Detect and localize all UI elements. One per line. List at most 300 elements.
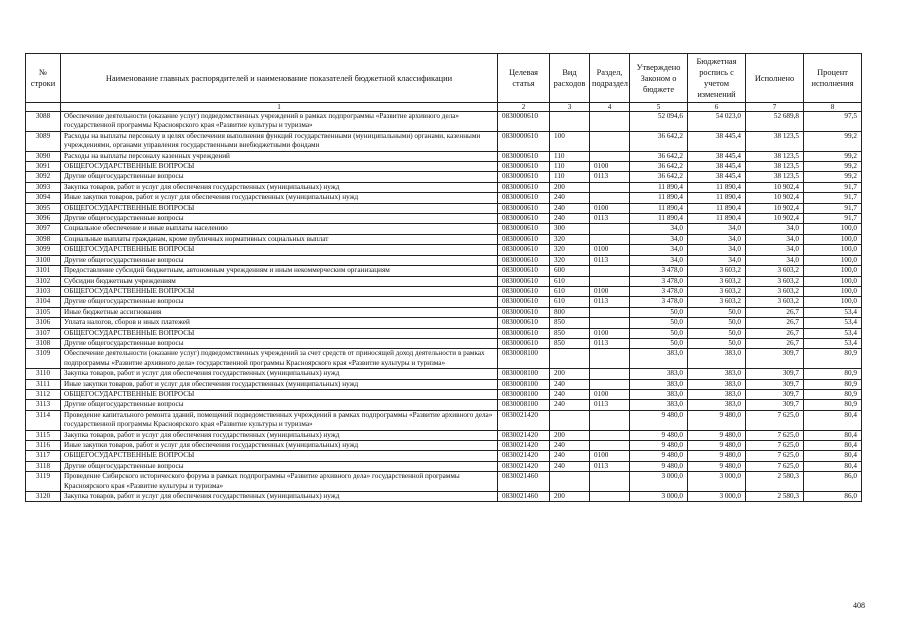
- budget-table: [25, 53, 862, 502]
- header-percent: Процент исполнения: [804, 54, 862, 103]
- executed-cell: 34,0: [746, 224, 804, 234]
- executed-cell: 26,7: [746, 307, 804, 317]
- column-number: [26, 103, 61, 112]
- percent-cell: 99,2: [804, 131, 862, 151]
- table-row: [26, 286, 862, 296]
- column-number: 2: [498, 103, 550, 112]
- row-name-cell: Иные закупки товаров, работ и услуг для обеспечения государственных (муниципальных) нужд: [61, 193, 498, 203]
- table-row: [26, 369, 862, 379]
- budget-list-cell: 38 445,4: [688, 172, 746, 182]
- section-cell: [590, 430, 630, 440]
- budget-list-cell: 9 480,0: [688, 410, 746, 430]
- header-target: Целевая статья: [498, 54, 550, 103]
- table-row: [26, 430, 862, 440]
- section-cell: 0100: [590, 203, 630, 213]
- executed-cell: 10 902,4: [746, 193, 804, 203]
- budget-list-cell: 383,0: [688, 400, 746, 410]
- section-cell: [590, 379, 630, 389]
- expense-type-cell: 240: [550, 203, 590, 213]
- executed-cell: 38 123,5: [746, 162, 804, 172]
- executed-cell: 7 625,0: [746, 461, 804, 471]
- executed-cell: 38 123,5: [746, 172, 804, 182]
- target-article-cell: 0830000610: [498, 182, 550, 192]
- executed-cell: 34,0: [746, 245, 804, 255]
- budget-list-cell: 38 445,4: [688, 131, 746, 151]
- budget-list-cell: 383,0: [688, 379, 746, 389]
- expense-type-cell: 320: [550, 255, 590, 265]
- approved-cell: 3 478,0: [630, 286, 688, 296]
- percent-cell: 53,4: [804, 318, 862, 328]
- budget-list-cell: 11 890,4: [688, 193, 746, 203]
- approved-cell: 383,0: [630, 349, 688, 369]
- executed-cell: 26,7: [746, 318, 804, 328]
- budget-list-cell: 11 890,4: [688, 203, 746, 213]
- row-number-cell: 3110: [26, 369, 61, 379]
- expense-type-cell: 200: [550, 369, 590, 379]
- target-article-cell: 0830000610: [498, 338, 550, 348]
- row-number-cell: 3112: [26, 389, 61, 399]
- percent-cell: 97,5: [804, 112, 862, 132]
- section-cell: 0100: [590, 451, 630, 461]
- table-row: [26, 400, 862, 410]
- percent-cell: 86,0: [804, 492, 862, 502]
- target-article-cell: 0830000610: [498, 276, 550, 286]
- expense-type-cell: 240: [550, 214, 590, 224]
- row-number-cell: 3109: [26, 349, 61, 369]
- percent-cell: 80,4: [804, 410, 862, 430]
- expense-type-cell: 850: [550, 338, 590, 348]
- table-row: [26, 131, 862, 151]
- row-name-cell: Закупка товаров, работ и услуг для обеспечения государственных (муниципальных) нужд: [61, 369, 498, 379]
- expense-type-cell: 240: [550, 193, 590, 203]
- expense-type-cell: 200: [550, 430, 590, 440]
- approved-cell: 9 480,0: [630, 461, 688, 471]
- row-name-cell: Иные закупки товаров, работ и услуг для обеспечения государственных (муниципальных) нужд: [61, 379, 498, 389]
- row-name-cell: Обеспечение деятельности (оказание услуг) подведомственных учреждений в рамках подпрограммы «Развитие архивного дела» государственной программы Красноярского края «Развитие культуры и туризма»: [61, 112, 498, 132]
- row-name-cell: Проведение капитального ремонта зданий, помещений подведомственных учреждений в рамках подпрограммы «Развитие архивного дела» государственной программы Красноярского края «Развитие культуры и туризма»: [61, 410, 498, 430]
- approved-cell: 9 480,0: [630, 410, 688, 430]
- table-body: [26, 112, 862, 502]
- budget-list-cell: 9 480,0: [688, 441, 746, 451]
- section-cell: 0100: [590, 389, 630, 399]
- row-number-cell: 3118: [26, 461, 61, 471]
- table-row: [26, 193, 862, 203]
- row-number-cell: 3115: [26, 430, 61, 440]
- executed-cell: 10 902,4: [746, 203, 804, 213]
- budget-list-cell: 38 445,4: [688, 151, 746, 161]
- executed-cell: 309,7: [746, 379, 804, 389]
- row-number-cell: 3117: [26, 451, 61, 461]
- executed-cell: 34,0: [746, 255, 804, 265]
- executed-cell: 10 902,4: [746, 182, 804, 192]
- executed-cell: 309,7: [746, 400, 804, 410]
- target-article-cell: 0830000610: [498, 286, 550, 296]
- column-number: 5: [630, 103, 688, 112]
- table-row: [26, 328, 862, 338]
- approved-cell: 36 642,2: [630, 162, 688, 172]
- row-number-cell: 3100: [26, 255, 61, 265]
- table-row: [26, 162, 862, 172]
- percent-cell: 80,4: [804, 430, 862, 440]
- row-name-cell: Расходы на выплаты персоналу в целях обеспечения выполнения функций государственными (муниципальными) органами, казенными учреждениями, органами управления государственными внебюджетными фондами: [61, 131, 498, 151]
- row-name-cell: Другие общегосударственные вопросы: [61, 338, 498, 348]
- header-budget-list: Бюджетная роспись с учетом изменений: [688, 54, 746, 103]
- section-cell: [590, 234, 630, 244]
- budget-list-cell: 383,0: [688, 389, 746, 399]
- percent-cell: 100,0: [804, 276, 862, 286]
- executed-cell: 309,7: [746, 349, 804, 369]
- executed-cell: 7 625,0: [746, 410, 804, 430]
- percent-cell: 91,7: [804, 182, 862, 192]
- expense-type-cell: 320: [550, 234, 590, 244]
- header-vid: Вид расходов: [550, 54, 590, 103]
- column-number: 1: [61, 103, 498, 112]
- percent-cell: 100,0: [804, 255, 862, 265]
- expense-type-cell: 850: [550, 328, 590, 338]
- table-row: [26, 297, 862, 307]
- percent-cell: 91,7: [804, 214, 862, 224]
- percent-cell: 99,2: [804, 172, 862, 182]
- percent-cell: 100,0: [804, 286, 862, 296]
- row-name-cell: Обеспечение деятельности (оказание услуг) подведомственных учреждений за счет средств от приносящей доход деятельности в рамках подпрограммы «Развитие архивного дела» государственной программы Красноярского края «Развитие культуры и туризма»: [61, 349, 498, 369]
- target-article-cell: 0830021460: [498, 472, 550, 492]
- expense-type-cell: 800: [550, 307, 590, 317]
- expense-type-cell: 110: [550, 151, 590, 161]
- expense-type-cell: [550, 472, 590, 492]
- target-article-cell: 0830000610: [498, 162, 550, 172]
- row-name-cell: Иные закупки товаров, работ и услуг для обеспечения государственных (муниципальных) нужд: [61, 441, 498, 451]
- table-row: [26, 338, 862, 348]
- row-name-cell: Другие общегосударственные вопросы: [61, 214, 498, 224]
- target-article-cell: 0830021420: [498, 441, 550, 451]
- budget-list-cell: 3 603,2: [688, 297, 746, 307]
- target-article-cell: 0830021420: [498, 461, 550, 471]
- header-row-no: № строки: [26, 54, 61, 103]
- table-row: [26, 245, 862, 255]
- section-cell: [590, 441, 630, 451]
- approved-cell: 11 890,4: [630, 214, 688, 224]
- budget-list-cell: 50,0: [688, 318, 746, 328]
- row-name-cell: Другие общегосударственные вопросы: [61, 255, 498, 265]
- table-row: [26, 307, 862, 317]
- budget-list-cell: 34,0: [688, 224, 746, 234]
- executed-cell: 26,7: [746, 328, 804, 338]
- target-article-cell: 0830008100: [498, 349, 550, 369]
- budget-list-cell: 9 480,0: [688, 451, 746, 461]
- target-article-cell: 0830021420: [498, 430, 550, 440]
- approved-cell: 11 890,4: [630, 203, 688, 213]
- expense-type-cell: 240: [550, 451, 590, 461]
- section-cell: [590, 193, 630, 203]
- budget-list-cell: 383,0: [688, 349, 746, 369]
- row-number-cell: 3103: [26, 286, 61, 296]
- section-cell: 0113: [590, 338, 630, 348]
- table-row: [26, 266, 862, 276]
- section-cell: [590, 410, 630, 430]
- row-number-cell: 3119: [26, 472, 61, 492]
- table-row: [26, 441, 862, 451]
- budget-list-cell: 34,0: [688, 234, 746, 244]
- table-row: [26, 112, 862, 132]
- section-cell: [590, 131, 630, 151]
- expense-type-cell: [550, 112, 590, 132]
- table-row: [26, 182, 862, 192]
- approved-cell: 52 094,6: [630, 112, 688, 132]
- target-article-cell: 0830000610: [498, 245, 550, 255]
- target-article-cell: 0830000610: [498, 318, 550, 328]
- column-number: 6: [688, 103, 746, 112]
- expense-type-cell: 240: [550, 389, 590, 399]
- row-number-cell: 3114: [26, 410, 61, 430]
- target-article-cell: 0830000610: [498, 203, 550, 213]
- row-name-cell: Уплата налогов, сборов и иных платежей: [61, 318, 498, 328]
- row-name-cell: Предоставление субсидий бюджетным, автономным учреждениям и иным некоммерческим организациям: [61, 266, 498, 276]
- row-number-cell: 3102: [26, 276, 61, 286]
- row-name-cell: Социальные выплаты гражданам, кроме публичных нормативных социальных выплат: [61, 234, 498, 244]
- row-name-cell: Расходы на выплаты персоналу казенных учреждений: [61, 151, 498, 161]
- budget-list-cell: 34,0: [688, 255, 746, 265]
- approved-cell: 36 642,2: [630, 131, 688, 151]
- section-cell: 0100: [590, 328, 630, 338]
- section-cell: [590, 151, 630, 161]
- table-row: [26, 472, 862, 492]
- percent-cell: 91,7: [804, 203, 862, 213]
- approved-cell: 36 642,2: [630, 172, 688, 182]
- percent-cell: 80,4: [804, 451, 862, 461]
- column-number: 7: [746, 103, 804, 112]
- row-number-cell: 3090: [26, 151, 61, 161]
- budget-list-cell: 54 023,0: [688, 112, 746, 132]
- percent-cell: 80,4: [804, 461, 862, 471]
- percent-cell: 100,0: [804, 245, 862, 255]
- approved-cell: 3 478,0: [630, 266, 688, 276]
- row-number-cell: 3107: [26, 328, 61, 338]
- budget-list-cell: 38 445,4: [688, 162, 746, 172]
- row-name-cell: Закупка товаров, работ и услуг для обеспечения государственных (муниципальных) нужд: [61, 182, 498, 192]
- executed-cell: 26,7: [746, 338, 804, 348]
- expense-type-cell: 610: [550, 276, 590, 286]
- table-row: [26, 379, 862, 389]
- section-cell: [590, 224, 630, 234]
- header-row: [26, 54, 862, 103]
- section-cell: 0100: [590, 286, 630, 296]
- percent-cell: 80,9: [804, 400, 862, 410]
- approved-cell: 34,0: [630, 224, 688, 234]
- expense-type-cell: 110: [550, 172, 590, 182]
- approved-cell: 11 890,4: [630, 193, 688, 203]
- header-approved: Утверждено Законом о бюджете: [630, 54, 688, 103]
- expense-type-cell: 320: [550, 245, 590, 255]
- expense-type-cell: 240: [550, 400, 590, 410]
- budget-list-cell: 50,0: [688, 338, 746, 348]
- target-article-cell: 0830008100: [498, 369, 550, 379]
- section-cell: [590, 369, 630, 379]
- section-cell: [590, 349, 630, 369]
- header-razdel: Раздел, подраздел: [590, 54, 630, 103]
- section-cell: [590, 318, 630, 328]
- table-row: [26, 318, 862, 328]
- row-name-cell: Закупка товаров, работ и услуг для обеспечения государственных (муниципальных) нужд: [61, 430, 498, 440]
- row-name-cell: Закупка товаров, работ и услуг для обеспечения государственных (муниципальных) нужд: [61, 492, 498, 502]
- expense-type-cell: 610: [550, 286, 590, 296]
- expense-type-cell: [550, 349, 590, 369]
- target-article-cell: 0830000610: [498, 131, 550, 151]
- row-number-cell: 3093: [26, 182, 61, 192]
- percent-cell: 53,4: [804, 307, 862, 317]
- target-article-cell: 0830000610: [498, 151, 550, 161]
- section-cell: 0113: [590, 255, 630, 265]
- row-name-cell: ОБЩЕГОСУДАРСТВЕННЫЕ ВОПРОСЫ: [61, 451, 498, 461]
- executed-cell: 10 902,4: [746, 214, 804, 224]
- table-row: [26, 234, 862, 244]
- row-number-cell: 3116: [26, 441, 61, 451]
- target-article-cell: 0830000610: [498, 172, 550, 182]
- percent-cell: 86,0: [804, 472, 862, 492]
- page-number: 408: [853, 601, 865, 610]
- section-cell: [590, 307, 630, 317]
- row-name-cell: Другие общегосударственные вопросы: [61, 400, 498, 410]
- percent-cell: 53,4: [804, 328, 862, 338]
- percent-cell: 100,0: [804, 297, 862, 307]
- row-number-cell: 3104: [26, 297, 61, 307]
- row-number-cell: 3108: [26, 338, 61, 348]
- approved-cell: 3 000,0: [630, 492, 688, 502]
- percent-cell: 80,9: [804, 349, 862, 369]
- percent-cell: 91,7: [804, 193, 862, 203]
- table-row: [26, 255, 862, 265]
- table-row: [26, 461, 862, 471]
- row-name-cell: ОБЩЕГОСУДАРСТВЕННЫЕ ВОПРОСЫ: [61, 203, 498, 213]
- target-article-cell: 0830008100: [498, 379, 550, 389]
- budget-list-cell: 9 480,0: [688, 430, 746, 440]
- row-name-cell: Другие общегосударственные вопросы: [61, 297, 498, 307]
- expense-type-cell: 600: [550, 266, 590, 276]
- approved-cell: 383,0: [630, 389, 688, 399]
- table-row: [26, 203, 862, 213]
- row-name-cell: ОБЩЕГОСУДАРСТВЕННЫЕ ВОПРОСЫ: [61, 389, 498, 399]
- row-number-cell: 3092: [26, 172, 61, 182]
- row-name-cell: Иные бюджетные ассигнования: [61, 307, 498, 317]
- executed-cell: 3 603,2: [746, 276, 804, 286]
- row-name-cell: Другие общегосударственные вопросы: [61, 172, 498, 182]
- expense-type-cell: 240: [550, 441, 590, 451]
- target-article-cell: 0830000610: [498, 328, 550, 338]
- section-cell: 0100: [590, 245, 630, 255]
- approved-cell: 11 890,4: [630, 182, 688, 192]
- column-number: 4: [590, 103, 630, 112]
- expense-type-cell: 100: [550, 131, 590, 151]
- expense-type-cell: 300: [550, 224, 590, 234]
- table-row: [26, 451, 862, 461]
- target-article-cell: 0830000610: [498, 112, 550, 132]
- section-cell: 0100: [590, 162, 630, 172]
- budget-list-cell: 11 890,4: [688, 214, 746, 224]
- percent-cell: 99,2: [804, 151, 862, 161]
- approved-cell: 383,0: [630, 369, 688, 379]
- row-number-cell: 3120: [26, 492, 61, 502]
- target-article-cell: 0830021460: [498, 492, 550, 502]
- table-row: [26, 151, 862, 161]
- row-number-cell: 3098: [26, 234, 61, 244]
- executed-cell: 3 603,2: [746, 286, 804, 296]
- section-cell: [590, 472, 630, 492]
- expense-type-cell: 240: [550, 461, 590, 471]
- section-cell: [590, 112, 630, 132]
- approved-cell: 50,0: [630, 328, 688, 338]
- executed-cell: 38 123,5: [746, 131, 804, 151]
- budget-list-cell: 50,0: [688, 328, 746, 338]
- row-number-cell: 3096: [26, 214, 61, 224]
- target-article-cell: 0830000610: [498, 234, 550, 244]
- percent-cell: 99,2: [804, 162, 862, 172]
- approved-cell: 50,0: [630, 318, 688, 328]
- executed-cell: 3 603,2: [746, 297, 804, 307]
- target-article-cell: 0830000610: [498, 214, 550, 224]
- section-cell: [590, 266, 630, 276]
- percent-cell: 100,0: [804, 234, 862, 244]
- percent-cell: 100,0: [804, 224, 862, 234]
- executed-cell: 3 603,2: [746, 266, 804, 276]
- percent-cell: 53,4: [804, 338, 862, 348]
- row-number-cell: 3094: [26, 193, 61, 203]
- executed-cell: 2 580,3: [746, 472, 804, 492]
- section-cell: 0113: [590, 214, 630, 224]
- percent-cell: 80,9: [804, 389, 862, 399]
- expense-type-cell: [550, 410, 590, 430]
- approved-cell: 34,0: [630, 245, 688, 255]
- executed-cell: 34,0: [746, 234, 804, 244]
- target-article-cell: 0830000610: [498, 255, 550, 265]
- approved-cell: 3 478,0: [630, 297, 688, 307]
- row-number-cell: 3095: [26, 203, 61, 213]
- row-number-cell: 3097: [26, 224, 61, 234]
- expense-type-cell: 610: [550, 297, 590, 307]
- budget-list-cell: 34,0: [688, 245, 746, 255]
- table-row: [26, 389, 862, 399]
- executed-cell: 7 625,0: [746, 441, 804, 451]
- executed-cell: 309,7: [746, 369, 804, 379]
- budget-list-cell: 11 890,4: [688, 182, 746, 192]
- percent-cell: 80,4: [804, 441, 862, 451]
- row-number-cell: 3089: [26, 131, 61, 151]
- expense-type-cell: 200: [550, 492, 590, 502]
- header-executed: Исполнено: [746, 54, 804, 103]
- approved-cell: 34,0: [630, 255, 688, 265]
- header-name: Наименование главных распорядителей и наименование показателей бюджетной классификации: [61, 54, 498, 103]
- column-number-row: [26, 103, 862, 112]
- expense-type-cell: 200: [550, 182, 590, 192]
- budget-list-cell: 3 603,2: [688, 276, 746, 286]
- executed-cell: 38 123,5: [746, 151, 804, 161]
- budget-list-cell: 3 000,0: [688, 492, 746, 502]
- approved-cell: 34,0: [630, 234, 688, 244]
- approved-cell: 36 642,2: [630, 151, 688, 161]
- row-name-cell: ОБЩЕГОСУДАРСТВЕННЫЕ ВОПРОСЫ: [61, 328, 498, 338]
- row-number-cell: 3111: [26, 379, 61, 389]
- budget-list-cell: 3 603,2: [688, 266, 746, 276]
- approved-cell: 9 480,0: [630, 430, 688, 440]
- budget-list-cell: 50,0: [688, 307, 746, 317]
- section-cell: 0113: [590, 400, 630, 410]
- table-row: [26, 276, 862, 286]
- approved-cell: 383,0: [630, 400, 688, 410]
- target-article-cell: 0830000610: [498, 297, 550, 307]
- budget-list-cell: 3 603,2: [688, 286, 746, 296]
- section-cell: 0113: [590, 461, 630, 471]
- target-article-cell: 0830008100: [498, 389, 550, 399]
- row-name-cell: ОБЩЕГОСУДАРСТВЕННЫЕ ВОПРОСЫ: [61, 286, 498, 296]
- table-row: [26, 224, 862, 234]
